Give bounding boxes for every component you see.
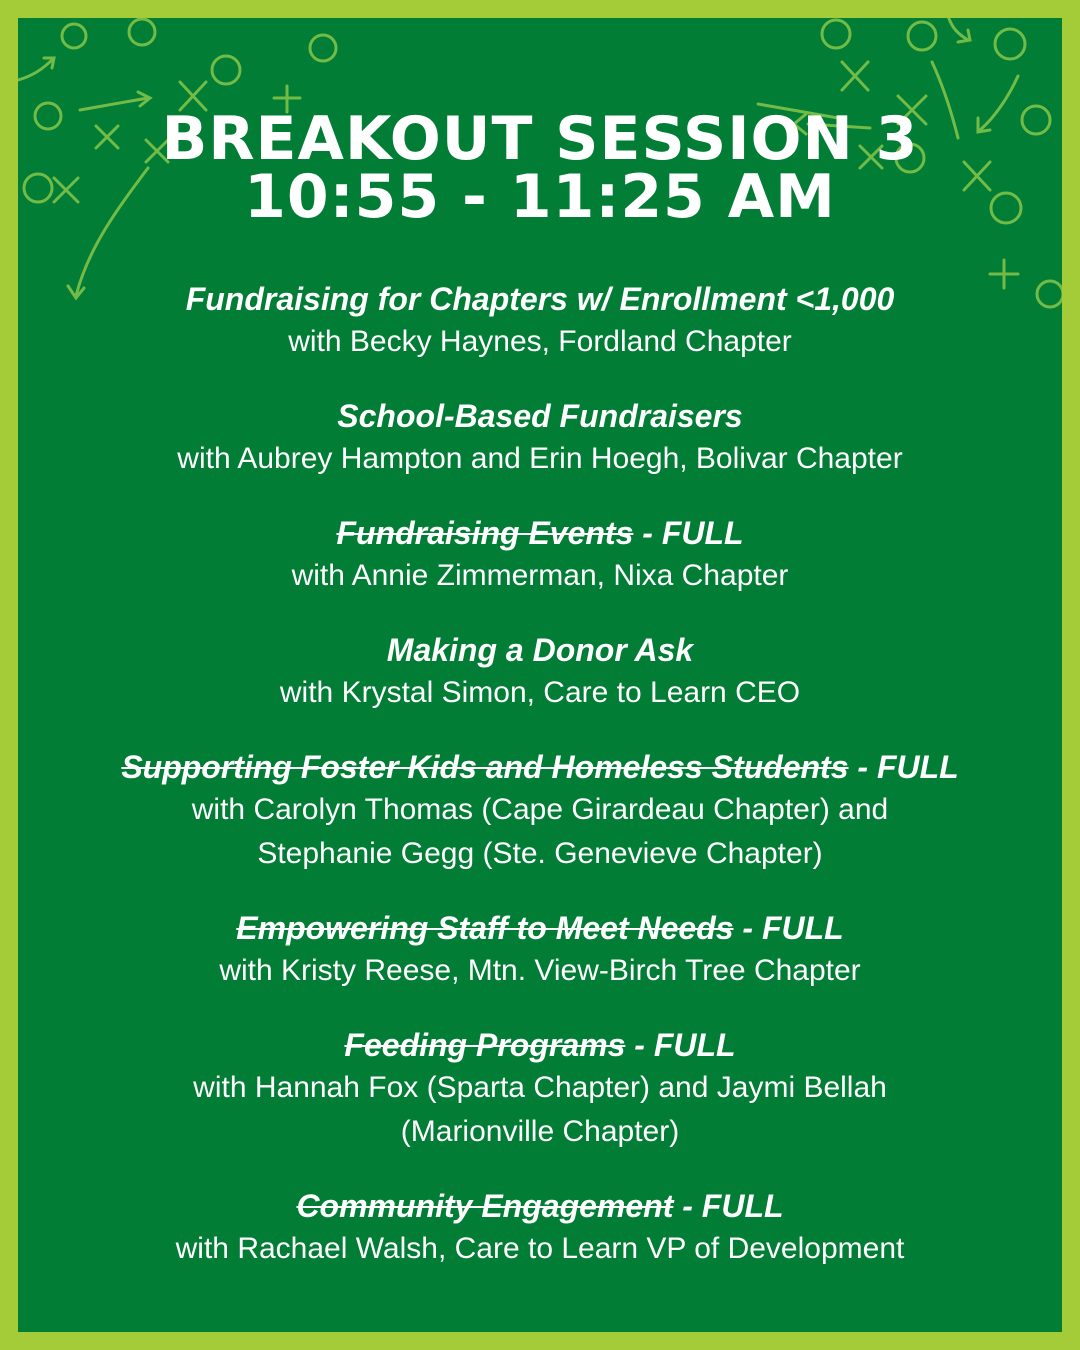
- session-list: [18, 278, 1062, 1302]
- session-title-text: Fundraising Events: [336, 515, 634, 551]
- session-title-text: School-Based Fundraisers: [337, 398, 743, 434]
- session-heading: BREAKOUT SESSION 3: [161, 104, 919, 174]
- session-speaker: with Rachael Walsh, Care to Learn VP of Development: [175, 1232, 905, 1265]
- session-title: [18, 907, 1062, 949]
- session-title: [18, 278, 1062, 320]
- session-title-text: Empowering Staff to Meet Needs: [236, 910, 734, 946]
- session-speaker: with Annie Zimmerman, Nixa Chapter: [291, 559, 789, 592]
- session-status: - FULL: [733, 910, 844, 946]
- session-status: - FULL: [848, 749, 959, 785]
- session-title-text: Making a Donor Ask: [386, 632, 694, 668]
- session-speaker: Stephanie Gegg (Ste. Genevieve Chapter): [257, 837, 823, 870]
- session-speaker: with Carolyn Thomas (Cape Girardeau Chapter) and: [191, 793, 889, 826]
- session-item: [18, 629, 1062, 715]
- session-status: - FULL: [625, 1027, 736, 1063]
- session-item: [18, 1185, 1062, 1271]
- session-speaker: with Kristy Reese, Mtn. View-Birch Tree Chapter: [219, 954, 861, 987]
- session-item: [18, 512, 1062, 598]
- session-speaker: with Krystal Simon, Care to Learn CEO: [279, 676, 801, 709]
- session-status: - FULL: [633, 515, 744, 551]
- session-item: [18, 746, 1062, 876]
- session-title: [18, 395, 1062, 437]
- session-title-text: Supporting Foster Kids and Homeless Students: [121, 749, 849, 785]
- session-title: [18, 512, 1062, 554]
- session-title-text: Fundraising for Chapters w/ Enrollment <1,000: [185, 281, 895, 317]
- session-title: [18, 629, 1062, 671]
- session-title-text: Community Engagement: [296, 1188, 674, 1224]
- header: [18, 104, 1062, 232]
- session-item: [18, 395, 1062, 481]
- session-speaker: with Becky Haynes, Fordland Chapter: [288, 325, 792, 358]
- session-speaker: with Hannah Fox (Sparta Chapter) and Jaymi Bellah: [193, 1071, 887, 1104]
- poster-panel: [18, 18, 1062, 1332]
- session-speaker: with Aubrey Hampton and Erin Hoegh, Bolivar Chapter: [177, 442, 903, 475]
- session-title: [18, 1024, 1062, 1066]
- session-title-text: Feeding Programs: [344, 1027, 626, 1063]
- session-speaker: (Marionville Chapter): [400, 1115, 680, 1148]
- session-item: [18, 907, 1062, 993]
- session-item: [18, 278, 1062, 364]
- session-item: [18, 1024, 1062, 1154]
- session-title: [18, 746, 1062, 788]
- session-title: [18, 1185, 1062, 1227]
- session-status: - FULL: [673, 1188, 784, 1224]
- session-time: 10:55 - 11:25 AM: [244, 162, 836, 232]
